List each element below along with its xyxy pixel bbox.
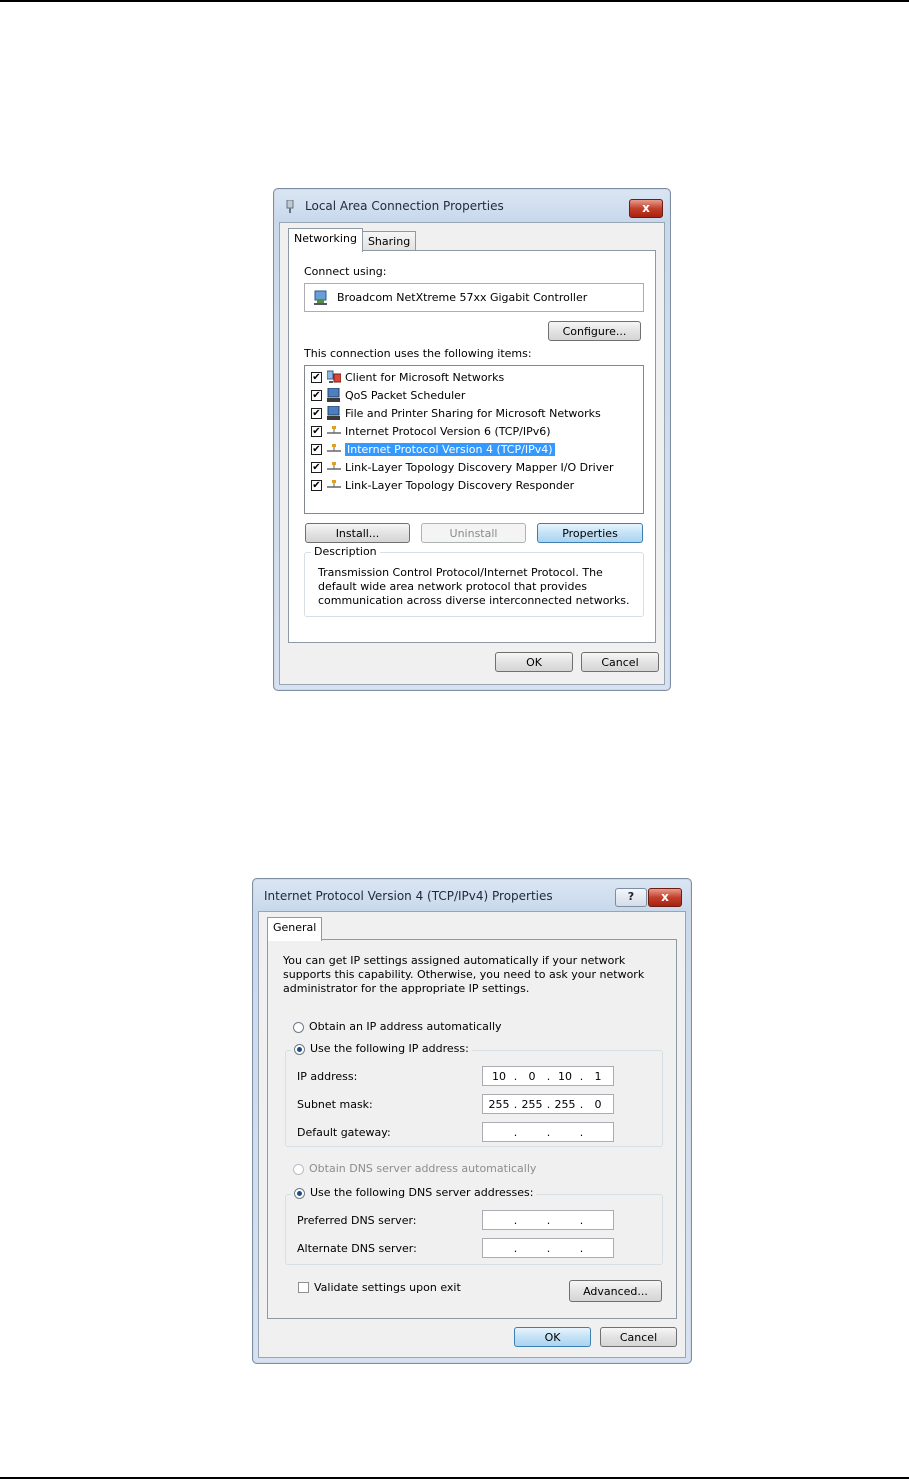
item-checkbox[interactable]: ✔	[312, 479, 321, 491]
validate-option[interactable]	[298, 1281, 461, 1294]
adapter-field	[304, 283, 644, 312]
items-label: This connection uses the following items:	[304, 347, 532, 360]
cancel-button[interactable]: Cancel	[581, 652, 659, 672]
general-panel	[267, 939, 677, 1319]
protocol-icon	[327, 442, 341, 456]
obtain-dns-radio[interactable]	[293, 1164, 304, 1175]
subnet-mask-field[interactable]	[482, 1094, 614, 1114]
computer-icon	[327, 406, 341, 420]
connect-using-label: Connect using:	[304, 265, 387, 278]
protocol-icon	[327, 424, 341, 438]
use-ip-radio[interactable]	[294, 1044, 305, 1055]
item-label: Client for Microsoft Networks	[345, 370, 505, 384]
advanced-button[interactable]: Advanced...	[569, 1280, 662, 1302]
ip-dot: .	[579, 1069, 584, 1083]
static-ip-group	[285, 1042, 663, 1147]
item-checkbox[interactable]: ✔	[312, 461, 321, 473]
subnet-octet: 255	[521, 1097, 543, 1111]
network-adapter-icon	[313, 290, 329, 309]
gateway-label: Default gateway:	[297, 1126, 391, 1139]
close-button[interactable]	[629, 199, 663, 218]
networking-panel	[288, 250, 656, 643]
tab-strip	[267, 920, 321, 941]
close-icon: x	[661, 890, 669, 904]
item-label: File and Printer Sharing for Microsoft Networks	[345, 406, 601, 420]
dialog-client	[258, 911, 686, 1358]
help-button[interactable]	[615, 888, 647, 907]
ip-octet: 0	[528, 1069, 536, 1083]
close-button[interactable]	[648, 888, 682, 907]
properties-button[interactable]: Properties	[537, 523, 643, 543]
use-ip-label: Use the following IP address:	[310, 1042, 469, 1055]
ip-dot: .	[546, 1213, 551, 1227]
use-dns-option[interactable]	[291, 1186, 536, 1199]
item-label: Internet Protocol Version 6 (TCP/IPv6)	[345, 424, 551, 438]
ip-dot: .	[579, 1097, 584, 1111]
ip-dot: .	[546, 1069, 551, 1083]
dialog-client	[279, 222, 665, 685]
validate-checkbox[interactable]	[298, 1282, 309, 1293]
ip-dot: .	[579, 1213, 584, 1227]
description-text: Transmission Control Protocol/Internet Protocol. The default wide area network protocol that provides communication across diverse interconnected networks.	[318, 566, 630, 607]
alternate-dns-label: Alternate DNS server:	[297, 1242, 417, 1255]
obtain-dns-option[interactable]	[293, 1162, 536, 1175]
item-label: Link-Layer Topology Discovery Mapper I/O Driver	[345, 460, 614, 474]
item-checkbox[interactable]: ✔	[312, 389, 321, 401]
alternate-dns-field[interactable]	[482, 1238, 614, 1258]
components-list	[304, 365, 644, 514]
subnet-label: Subnet mask:	[297, 1098, 373, 1111]
ip-dot: .	[546, 1241, 551, 1255]
protocol-icon	[327, 478, 341, 492]
dialog-title: Local Area Connection Properties	[305, 199, 504, 213]
ip-dot: .	[546, 1125, 551, 1139]
ip-octet: 10	[558, 1069, 572, 1083]
local-area-connection-dialog	[273, 188, 671, 691]
item-checkbox[interactable]: ✔	[312, 425, 321, 437]
subnet-octet: 255	[488, 1097, 510, 1111]
subnet-octet: 0	[594, 1097, 602, 1111]
list-item[interactable]	[311, 368, 504, 386]
static-dns-group	[285, 1186, 663, 1265]
list-item[interactable]	[311, 386, 465, 404]
top-rule	[0, 0, 909, 2]
help-icon: ?	[627, 890, 635, 903]
ip-dot: .	[513, 1241, 518, 1255]
network-connection-icon	[286, 200, 294, 213]
use-dns-label: Use the following DNS server addresses:	[310, 1186, 534, 1199]
adapter-name: Broadcom NetXtreme 57xx Gigabit Controller	[337, 291, 588, 304]
tab-strip	[288, 231, 415, 252]
ip-dot: .	[513, 1069, 518, 1083]
ip-address-field[interactable]	[482, 1066, 614, 1086]
preferred-dns-label: Preferred DNS server:	[297, 1214, 417, 1227]
ip-dot: .	[579, 1125, 584, 1139]
obtain-dns-label: Obtain DNS server address automatically	[309, 1162, 537, 1175]
list-item[interactable]	[311, 476, 574, 494]
obtain-ip-label: Obtain an IP address automatically	[309, 1020, 502, 1033]
ip-address-label: IP address:	[297, 1070, 358, 1083]
cancel-button[interactable]: Cancel	[600, 1327, 677, 1347]
ip-dot: .	[513, 1097, 518, 1111]
validate-label: Validate settings upon exit	[314, 1281, 461, 1294]
ip-dot: .	[546, 1097, 551, 1111]
item-checkbox[interactable]: ✔	[312, 371, 321, 383]
description-legend: Description	[311, 545, 380, 558]
uninstall-button[interactable]: Uninstall	[421, 523, 526, 543]
install-button[interactable]: Install...	[305, 523, 410, 543]
description-group	[304, 545, 644, 617]
item-checkbox[interactable]: ✔	[312, 407, 321, 419]
list-item[interactable]	[311, 458, 614, 476]
item-checkbox[interactable]: ✔	[312, 443, 321, 455]
tab-networking[interactable]: Networking	[288, 228, 363, 252]
list-item[interactable]	[311, 404, 601, 422]
close-icon: x	[642, 201, 650, 215]
use-ip-option[interactable]	[291, 1042, 472, 1055]
tab-sharing[interactable]: Sharing	[362, 231, 416, 251]
ip-octet: 10	[492, 1069, 506, 1083]
ip-octet: 1	[594, 1069, 602, 1083]
item-label: Internet Protocol Version 4 (TCP/IPv4)	[347, 442, 553, 456]
list-item[interactable]	[311, 422, 551, 440]
ipv4-properties-dialog	[252, 878, 692, 1364]
subnet-octet: 255	[554, 1097, 576, 1111]
protocol-icon	[327, 460, 341, 474]
item-label: Link-Layer Topology Discovery Responder	[345, 478, 575, 492]
ip-dot: .	[579, 1241, 584, 1255]
ok-button[interactable]: OK	[514, 1327, 591, 1347]
ip-dot: .	[513, 1125, 518, 1139]
network-client-icon	[327, 370, 341, 384]
default-gateway-field[interactable]	[482, 1122, 614, 1142]
bottom-rule	[0, 1477, 909, 1479]
item-label: QoS Packet Scheduler	[345, 388, 466, 402]
preferred-dns-field[interactable]	[482, 1210, 614, 1230]
ok-button[interactable]: OK	[495, 652, 573, 672]
list-item-selected[interactable]	[311, 440, 555, 458]
configure-button[interactable]: Configure...	[548, 321, 641, 341]
obtain-ip-option[interactable]	[293, 1020, 502, 1033]
intro-text: You can get IP settings assigned automatically if your network supports this capability. Otherwise, you need to ask your network administrator for the appropriate IP settings.	[283, 954, 645, 995]
dialog-title: Internet Protocol Version 4 (TCP/IPv4) Properties	[264, 889, 553, 903]
obtain-ip-radio[interactable]	[293, 1022, 304, 1033]
tab-general[interactable]: General	[267, 917, 322, 941]
computer-icon	[327, 388, 341, 402]
use-dns-radio[interactable]	[294, 1188, 305, 1199]
ip-dot: .	[513, 1213, 518, 1227]
